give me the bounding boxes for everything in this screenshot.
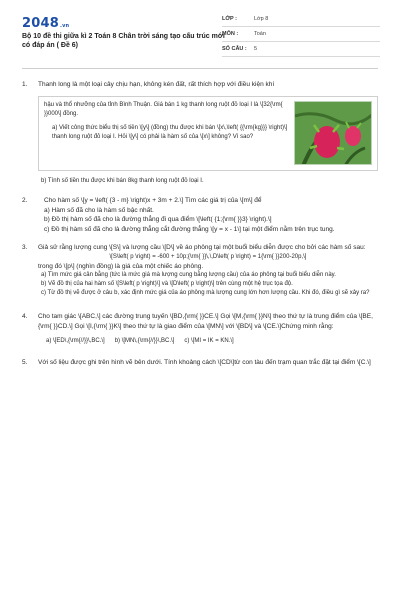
- dragon-fruit-box: [38, 96, 378, 171]
- question-1: [22, 80, 378, 186]
- document-title: Bộ 10 đề thi giữa kì 2 Toán 8 Chân trời sáng tạo cấu trúc mới có đáp án ( Đề 6): [22, 33, 225, 50]
- logo-main: 2048: [22, 16, 59, 31]
- question-stem: Cho tam giác \[ABC,\] các đường trung tuyến \[BD,{\rm{ }}CE.\] Gọi \[M,{\rm{ }}N\] theo thứ tự là trung điểm của \[BE,{\rm{ }}CD.\] Gọi \[I,{\rm{ }}K\] theo thứ tự là giao điểm của \[MN\] với \[BD\] và \[CE.\]Chứng minh rằng:: [38, 313, 373, 330]
- question-part-a: a) Tìm mức giá cân bằng (tức là mức giá mà lượng cung bằng lượng cầu) của áo phông tại buổi biểu diễn này.: [41, 272, 336, 279]
- questions-list: [22, 80, 378, 376]
- dragon-fruit-image: [294, 101, 372, 165]
- meta-key: MÔN :: [222, 30, 239, 37]
- question-5: [22, 358, 378, 368]
- meta-key: SỐ CÂU :: [222, 45, 247, 52]
- question-stem: Thanh long là một loại cây chịu hạn, không kén đất, rất thích hợp với điều kiện khí: [38, 81, 275, 88]
- meta-key: LỚP :: [222, 15, 237, 22]
- header-divider: [22, 68, 378, 69]
- question-body: [38, 80, 378, 186]
- question-part-b: b) Vẽ đồ thị của hai hàm số \[S\left( p \right)\] và \[D\left( p \right)\] trên cùng một hệ trục tọa độ.: [41, 281, 293, 288]
- question-part-c: c) Từ đồ thị vẽ được ở câu b, xác định mức giá của áo phông mà lượng cung lớn hơn lượng cầu. Khi đó, điều gì sẽ xảy ra?: [41, 290, 370, 297]
- meta-value: Toán: [254, 30, 266, 37]
- question-4: [22, 312, 378, 346]
- option-b: b) \[MN\,{\rm{//}}\,BC.\]: [114, 337, 175, 344]
- logo-domain: .vn: [59, 23, 70, 29]
- option-c: c) \[MI = IK = KN.\]: [184, 337, 234, 344]
- question-part-c: c) Đồ thị hàm số đã cho là đường thẳng cắt đường thẳng \[y = x - 1\] tại một điểm nằm trên trục tung.: [44, 226, 335, 233]
- question-stem: Giả sử rằng lượng cung \[S\] và lượng cầu \[D\] về áo phông tại một buổi biểu diễn được cho bởi các hàm số sau:: [38, 243, 366, 251]
- question-stem: Cho hàm số \[y = \left( {3 - m} \right)x + 3m + 2.\] Tìm các giá trị của \[m\] để: [44, 196, 262, 204]
- option-a: a) \[ED\,{\rm{//}}\,BC.\]: [46, 337, 105, 344]
- question-number: 1.: [22, 81, 28, 88]
- box-text: [44, 101, 288, 165]
- meta-row-count: [222, 42, 380, 57]
- question-note: trong đó \[p\] (nghìn đồng) là giá của một chiếc áo phông.: [38, 262, 204, 270]
- question-number: 3.: [22, 243, 28, 251]
- question-number: 2.: [22, 196, 28, 204]
- question-stem: Với số liệu được ghi trên hình vẽ bên dưới. Tính khoảng cách \[CD\]từ con tàu đến trạm quan trắc đặt tại điểm \[C.\]: [38, 358, 371, 366]
- question-options: [38, 337, 378, 346]
- question-part-a: a) Viết công thức biểu thị số tiền \[y\] (đồng) thu được khi bán \[x\,\left( {{\rm{kg}}} \right)\] thanh long ruột đỏ loại I. Hỏi \[y\] có phải là hàm số của \[x\] không? Vì sao?: [52, 124, 288, 140]
- question-body: [38, 312, 378, 346]
- meta-row-grade: [222, 12, 380, 27]
- supply-demand-formula: \[S\left( p \right) = -600 + 10p;{\rm{ }}\,\,D\left( p \right) = 1{\rm{ }}200-20p,\]: [109, 253, 307, 260]
- question-number: 5.: [22, 358, 28, 366]
- question-number: 4.: [22, 313, 28, 321]
- question-part-a: a) Hàm số đã cho là hàm số bậc nhất.: [44, 206, 154, 214]
- question-3: [22, 243, 378, 299]
- meta-value: Lớp 8: [254, 15, 269, 22]
- meta-table: [222, 12, 380, 57]
- question-part-b: b) Tính số tiền thu được khi bán 8kg thanh long ruột đỏ loại I.: [41, 177, 204, 184]
- question-2: [22, 196, 378, 235]
- box-intro: hậu và thổ nhưỡng của tỉnh Bình Thuận. Giá bán 1 kg thanh long ruột đỏ loại I là \[32{\rm{ }}000\] đồng.: [44, 101, 283, 117]
- meta-value: 5: [254, 45, 258, 52]
- site-logo[interactable]: [22, 14, 69, 34]
- question-body: [38, 358, 378, 368]
- meta-row-subject: [222, 27, 380, 42]
- question-part-b: b) Đồ thị hàm số đã cho là đường thẳng đi qua điểm \[\left( {1;{\rm{ }}3} \right).\]: [44, 216, 272, 224]
- question-body: [38, 243, 378, 299]
- question-body: [38, 196, 378, 235]
- dragon-fruit-illustration: [295, 102, 372, 165]
